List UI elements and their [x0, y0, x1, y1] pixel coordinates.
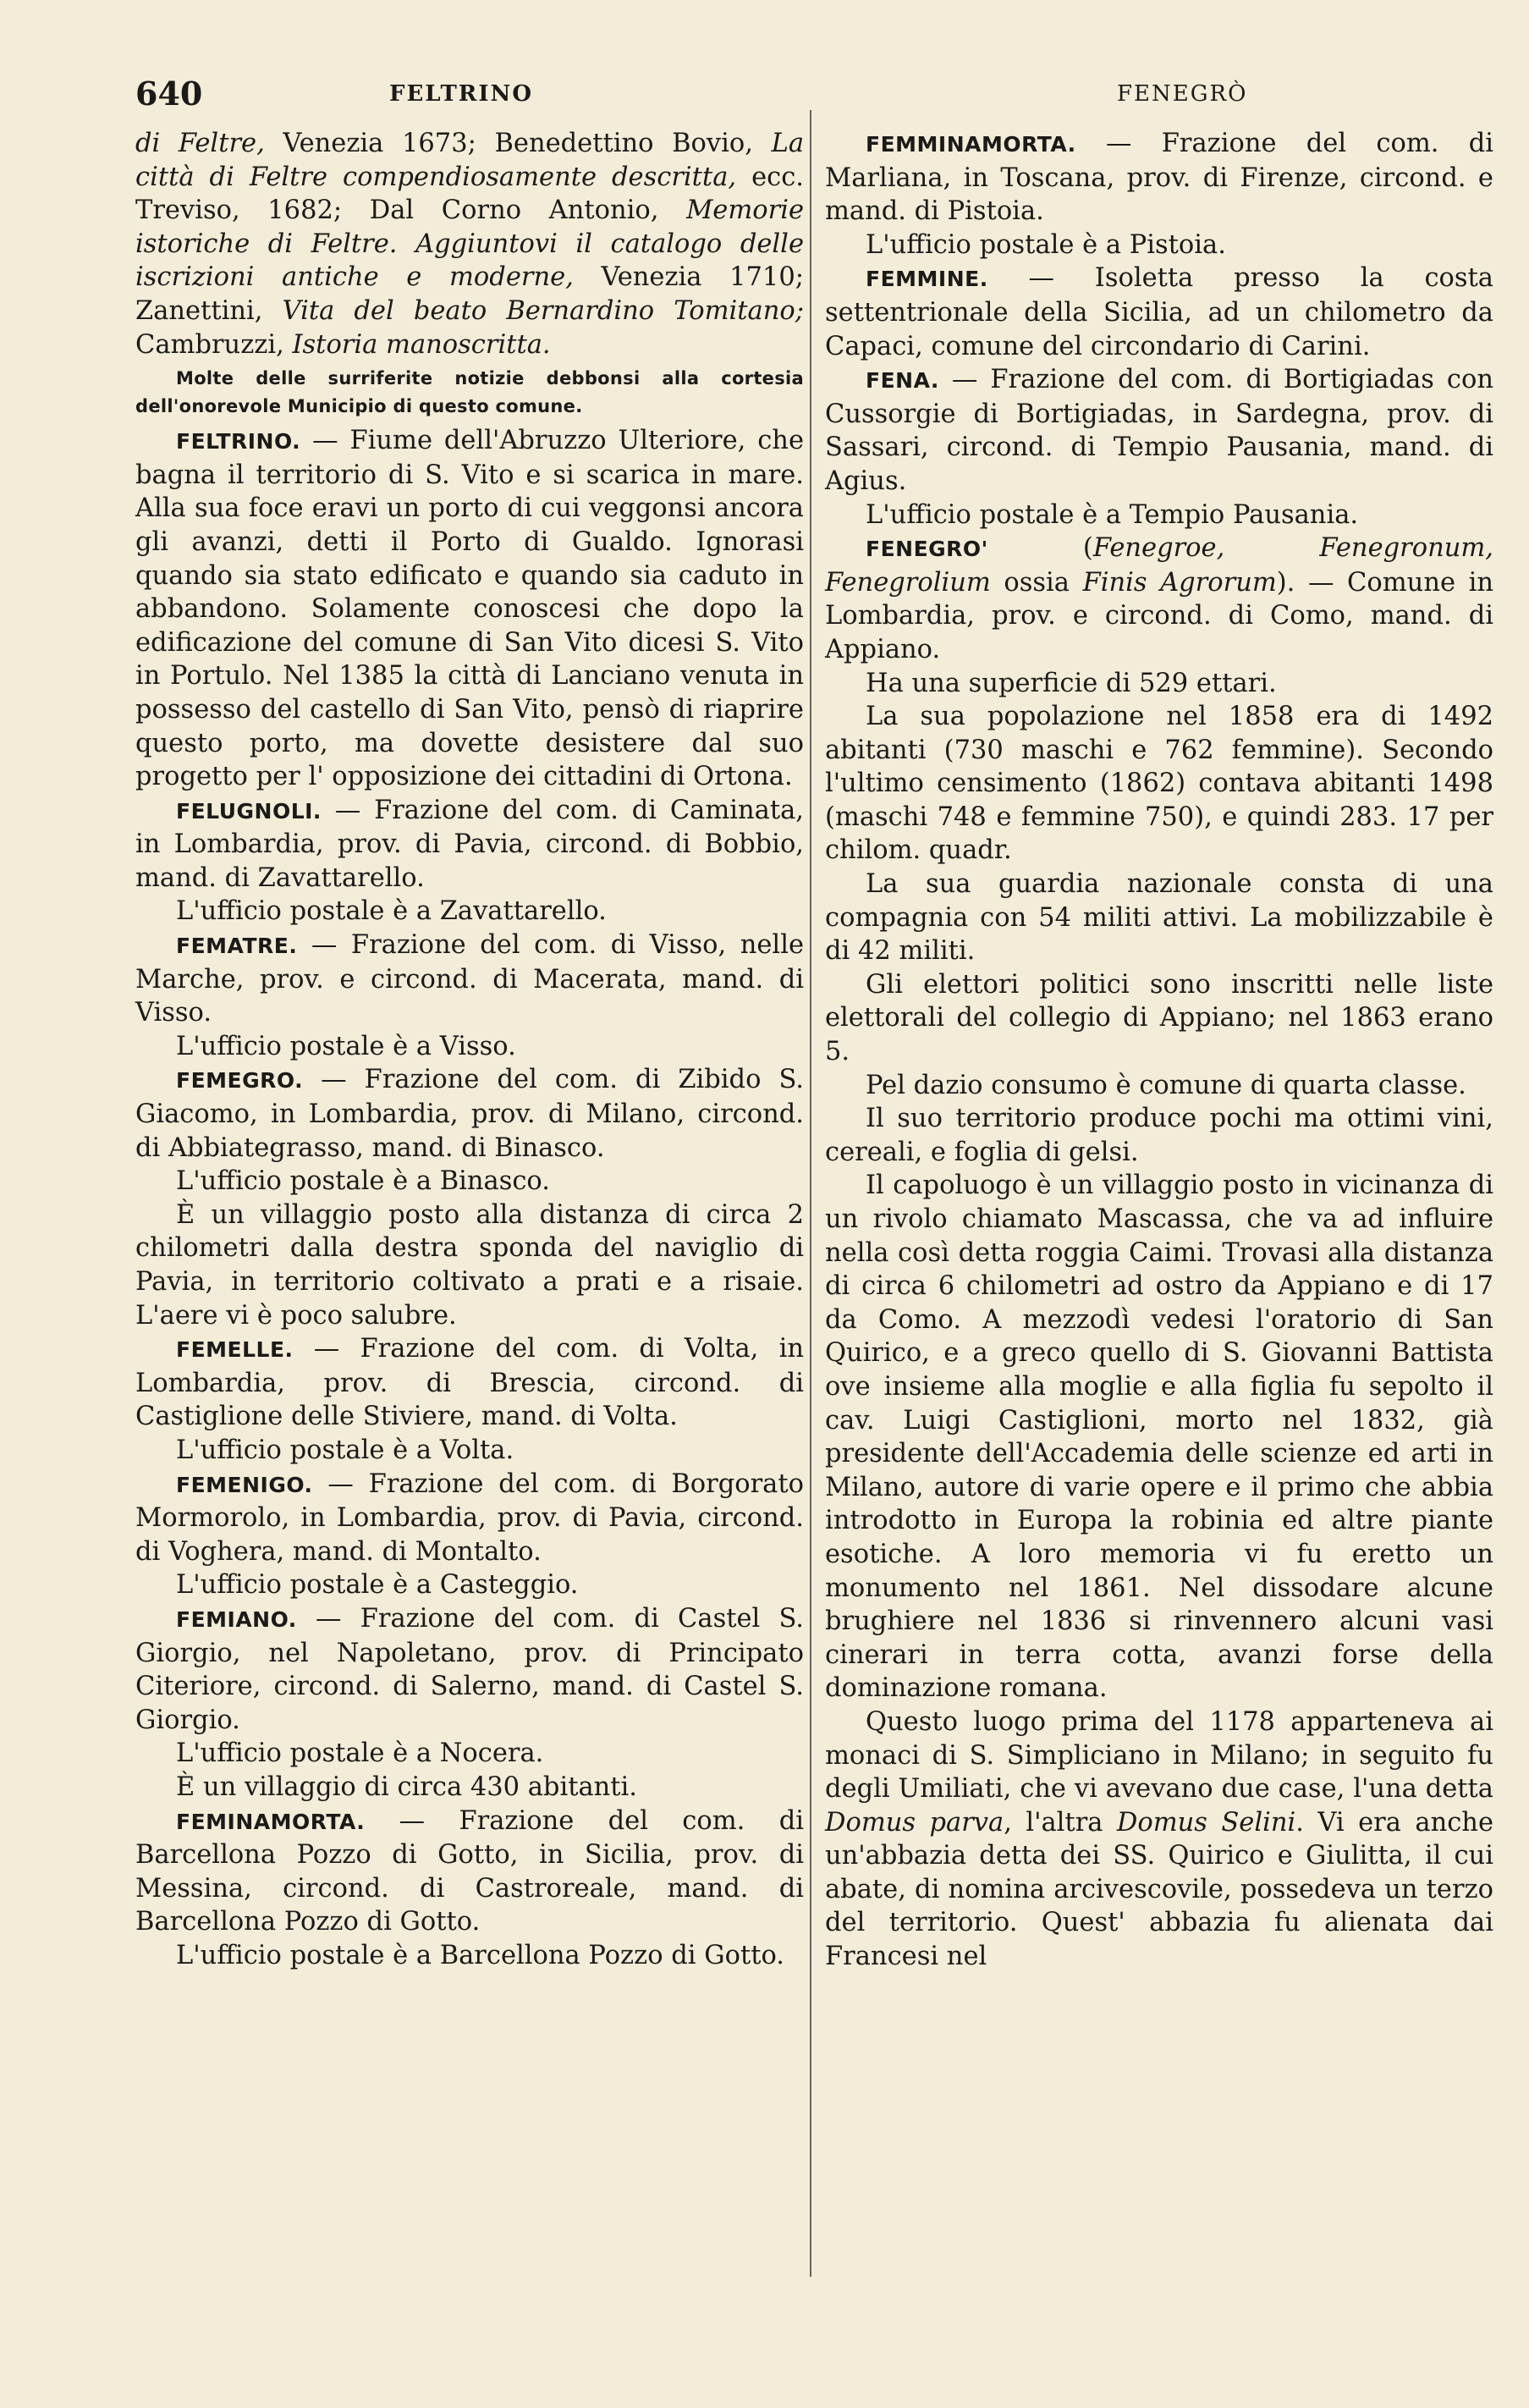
- fenegro-population: La sua popolazione nel 1858 era di 1492 abitanti (730 maschi e 762 femmine). Secondo l'ultimo censimento (1862) contava abitanti 1498 (maschi 748 e femmine 750), e quindi 283. 17 per chilom. quadr.: [825, 702, 1493, 866]
- left-head-word: FELTRINO: [389, 81, 533, 107]
- entry-femiano-extra: È un villaggio di circa 430 abitanti.: [176, 1772, 637, 1802]
- entry-femminamorta: FEMMINAMORTA. — Frazione del com. di Marliana, in Toscana, prov. di Firenze, circond. e mand. di Pistoia.: [825, 129, 1493, 227]
- column-divider: [810, 110, 811, 2277]
- entry-femenigo: FEMENIGO. — Frazione del com. di Borgorato Mormorolo, in Lombardia, prov. di Pavia, circond. di Voghera, mand. di Montalto.: [135, 1468, 804, 1567]
- fenegro-electors: Gli elettori politici sono inscritti nelle liste elettorali del collegio di Appiano; nel 1863 erano 5.: [825, 969, 1493, 1067]
- right-head-word: FENEGRÒ: [1117, 81, 1248, 107]
- entry-femegro-post: L'ufficio postale è a Binasco.: [176, 1166, 550, 1197]
- right-column: [825, 74, 1493, 1974]
- entry-femmine: FEMMINE. — Isoletta presso la costa settentrionale della Sicilia, ad un chilometro da Capaci, comune del circondario di Carini.: [825, 263, 1493, 361]
- fenegro-history: Questo luogo prima del 1178 apparteneva ai monaci di S. Simpliciano in Milano; in seguito fu degli Umiliati, che vi avevano due case, l'una detta Domus parva, l'altra Domus Selini. Vi era anche un'abbazia detta dei SS. Quirico e Giulitta, il cui abate, di nomina arcivescovile, possedeva un terzo del territorio. Quest' abbazia fu alienata dai Francesi nel: [825, 1706, 1493, 1972]
- left-running-head: [135, 74, 804, 127]
- entry-fena: FENA. — Frazione del com. di Bortigiadas con Cussorgie di Bortigiadas, in Sardegna, prov. di Sassari, circond. di Tempio Pausania, mand. di Agius.: [825, 365, 1493, 496]
- acknowledgement-note: Molte delle surriferite notizie debbonsi alla cortesia dell'onorevole Municipio di questo comune.: [135, 368, 804, 417]
- fenegro-produce: Il suo territorio produce pochi ma ottimi vini, cereali, e foglia di gelsi.: [825, 1104, 1493, 1167]
- entry-femminamorta-post: L'ufficio postale è a Pistoia.: [866, 229, 1226, 260]
- entry-femiano: FEMIANO. — Frazione del com. di Castel S. Giorgio, nel Napoletano, prov. di Principato Citeriore, circond. di Salerno, mand. di Castel S. Giorgio.: [135, 1603, 804, 1735]
- fenegro-surface: Ha una superficie di 529 ettari.: [866, 668, 1277, 698]
- entry-femenigo-post: L'ufficio postale è a Casteggio.: [176, 1570, 579, 1601]
- entry-fenegro: FENEGRO' (Fenegroe, Fenegronum, Fenegrolium ossia Finis Agrorum). — Comune in Lombardia, prov. e circond. di Como, mand. di Appiano.: [825, 533, 1493, 664]
- fenegro-tax: Pel dazio consumo è comune di quarta classe.: [866, 1070, 1466, 1100]
- entry-feminamorta-post: L'ufficio postale è a Barcellona Pozzo di Gotto.: [176, 1940, 784, 1970]
- entry-femegro-extra: È un villaggio posto alla distanza di circa 2 chilometri dalla destra sponda del naviglio di Pavia, in territorio coltivato a prati e a risaie. L'aere vi è poco salubre.: [135, 1199, 804, 1331]
- entry-fematre: FEMATRE. — Frazione del com. di Visso, nelle Marche, prov. e circond. di Macerata, mand. di Visso.: [135, 930, 804, 1028]
- entry-fena-post: L'ufficio postale è a Tempio Pausania.: [866, 499, 1359, 530]
- entry-felugnoli-post: L'ufficio postale è a Zavattarello.: [176, 896, 607, 927]
- right-running-head: [825, 74, 1493, 127]
- feltre-bibliography: di Feltre, Venezia 1673; Benedettino Bovio, La città di Feltre compendiosamente descritta, ecc. Treviso, 1682; Dal Corno Antonio, Memorie istoriche di Feltre. Aggiuntovi il catalogo delle iscrizioni antiche e moderne, Venezia 1710; Zanettini, Vita del beato Bernardino Tomitano; Cambruzzi, Istoria manoscritta.: [135, 129, 805, 360]
- entry-feminamorta: FEMINAMORTA. — Frazione del com. di Barcellona Pozzo di Gotto, in Sicilia, prov. di Messina, circond. di Castroreale, mand. di Barcellona Pozzo di Gotto.: [135, 1805, 804, 1937]
- entry-femiano-post: L'ufficio postale è a Nocera.: [176, 1738, 544, 1769]
- entry-fematre-post: L'ufficio postale è a Visso.: [176, 1031, 516, 1061]
- entry-felugnoli: FELUGNOLI. — Frazione del com. di Caminata, in Lombardia, prov. di Pavia, circond. di Bobbio, mand. di Zavattarello.: [135, 795, 804, 893]
- entry-femelle-post: L'ufficio postale è a Volta.: [176, 1435, 514, 1465]
- entry-feltrino: FELTRINO. — Fiume dell'Abruzzo Ulteriore, che bagna il territorio di S. Vito e si scarica in mare. Alla sua foce eravi un porto di cui veggonsi ancora gli avanzi, detti il Porto di Gualdo. Ignorasi quando sia stato edificato e quando sia caduto in abbandono. Solamente conoscesi che dopo la edificazione del comune di San Vito dicesi S. Vito in Portulo. Nel 1385 la città di Lanciano venuta in possesso del castello di San Vito, pensò di riaprire questo porto, ma dovette desistere dal suo progetto per l' opposizione dei cittadini di Ortona.: [135, 426, 804, 792]
- page-number: 640: [135, 74, 203, 113]
- fenegro-guard: La sua guardia nazionale consta di una compagnia con 54 militi attivi. La mobilizzabile è di 42 militi.: [825, 869, 1493, 967]
- entry-femelle: FEMELLE. — Frazione del com. di Volta, in Lombardia, prov. di Brescia, circond. di Castiglione delle Stiviere, mand. di Volta.: [135, 1334, 804, 1432]
- fenegro-description: Il capoluogo è un villaggio posto in vicinanza di un rivolo chiamato Mascassa, che va ad influire nella così detta roggia Caimi. Trovasi alla distanza di circa 6 chilometri ad ostro da Appiano e di 17 da Como. A mezzodì vedesi l'oratorio di San Quirico, e a greco quello di S. Giovanni Battista ove insieme alla moglie e alla figlia fu sepolto il cav. Luigi Castiglioni, morto nel 1832, già presidente dell'Accademia delle scienze ed arti in Milano, autore di varie opere e il primo che abbia introdotto in Europa la robinia ed altre piante esotiche. A loro memoria vi fu eretto un monumento nel 1861. Nel dissodare alcune brughiere nel 1836 si rinvennero alcuni vasi cinerari in terra cotta, avanzi forse della dominazione romana.: [825, 1171, 1493, 1704]
- left-column: [135, 74, 804, 1972]
- entry-femegro: FEMEGRO. — Frazione del com. di Zibido S. Giacomo, in Lombardia, prov. di Milano, circond. di Abbiategrasso, mand. di Binasco.: [135, 1065, 804, 1163]
